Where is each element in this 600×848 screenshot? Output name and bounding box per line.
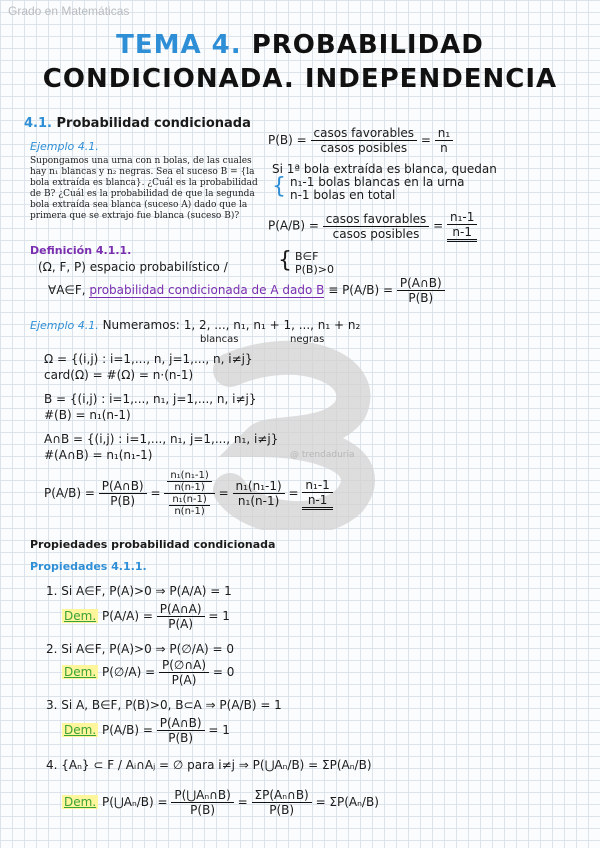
p4-frac	[171, 788, 233, 817]
p2-lhs: P(∅/A) =	[101, 665, 156, 679]
negras-label: negras	[290, 334, 325, 345]
watermark-text: Grado en Matemáticas	[8, 4, 130, 18]
prop-1-dem	[62, 602, 230, 631]
section-number: 4.1.	[24, 116, 52, 131]
pab-calc-frac	[99, 479, 147, 508]
seq-negras: n₁ + 1, ..., n₁ + n₂	[253, 318, 361, 332]
section-heading	[24, 116, 251, 131]
card-b: #(B) = n₁(n-1)	[44, 408, 131, 422]
seq-blancas: 1, 2, ..., n₁,	[183, 318, 250, 332]
casos-favorables-2: casos favorables	[323, 212, 430, 227]
si-text: Si 1ª bola extraída es blanca, quedan	[272, 162, 497, 176]
prop-3: 3. Si A, B∈F, P(B)>0, B⊂A ⇒ P(A/B) = 1	[46, 698, 282, 712]
pb-lhs: P(B) =	[268, 133, 307, 147]
g-den: n₁(n-1)	[237, 494, 280, 508]
brace-line2: n-1 bolas en total	[290, 188, 396, 202]
def-den: P(B)	[408, 291, 434, 305]
g-num: n₁(n₁-1)	[233, 479, 285, 494]
g-frac	[233, 479, 285, 508]
pab-equation	[268, 210, 477, 242]
definicion-fraction	[397, 276, 445, 305]
dem-label-1: Dem.	[64, 609, 97, 623]
pab-calc-num: P(A∩B)	[99, 479, 147, 494]
nested-bottom	[164, 494, 214, 517]
equals-2: =	[433, 218, 444, 233]
p2-res: = 0	[212, 665, 235, 679]
p3-frac	[157, 716, 205, 745]
p4-frac2	[252, 788, 312, 817]
omega-def: Ω = {(i,j) : i=1,..., n, j=1,..., n, i≠j}	[44, 352, 253, 366]
pab-calc-lhs: P(A/B) =	[44, 486, 95, 500]
ejemplo2-label: Ejemplo 4.1.	[30, 319, 99, 332]
dem-label-2: Dem.	[64, 665, 97, 679]
b-def: B = {(i,j) : i=1,..., n₁, j=1,..., n, i≠j}	[44, 392, 257, 406]
eq-b: =	[218, 486, 229, 500]
section-label: Probabilidad condicionada	[56, 116, 251, 131]
nested-top-frac	[167, 470, 211, 493]
pab-calc-den: P(B)	[110, 494, 136, 508]
definicion-line1: (Ω, F, P) espacio probabilístico /	[38, 260, 228, 274]
pb-equation	[268, 126, 453, 155]
definicion-term: probabilidad condicionada de A dado B	[89, 283, 325, 297]
casos-favorables: casos favorables	[311, 126, 418, 141]
card-ab: #(A∩B) = n₁(n₁-1)	[44, 448, 153, 462]
eq-c: =	[288, 486, 299, 500]
p4-den2: P(B)	[269, 803, 295, 817]
pab-result	[447, 210, 477, 242]
brace-icon: {	[272, 174, 286, 199]
blancas-label: blancas	[200, 334, 239, 345]
forall: ∀A∈F,	[48, 283, 86, 297]
page-title	[0, 30, 600, 60]
def-num: P(A∩B)	[397, 276, 445, 291]
definicion-conditions	[278, 250, 334, 276]
ab-def: A∩B = {(i,j) : i=1,..., n₁, j=1,..., n₁, i≠j}	[44, 432, 279, 446]
n1-minus-1: n₁-1	[447, 210, 477, 225]
page-subtitle: CONDICIONADA. INDEPENDENCIA	[42, 64, 558, 94]
p4-num2: ΣP(Aₙ∩B)	[252, 788, 312, 803]
nested-bot-frac	[169, 494, 209, 517]
prop-3-dem	[62, 716, 230, 745]
p1-frac	[157, 602, 205, 631]
definicion-label: Definición 4.1.1.	[30, 244, 132, 257]
p1-lhs: P(A/A) =	[101, 609, 153, 623]
pab-calc	[44, 470, 333, 517]
n: n	[440, 141, 448, 155]
p4-den: P(B)	[190, 803, 216, 817]
equals: =	[420, 133, 431, 147]
h-den: n-1	[307, 492, 328, 507]
eq-a: =	[150, 486, 161, 500]
prop-2: 2. Si A∈F, P(A)>0 ⇒ P(∅/A) = 0	[46, 642, 235, 656]
n1-over-n	[435, 126, 453, 155]
p3-lhs: P(A/B) =	[101, 723, 153, 737]
equivalent: ≡ P(A/B) =	[328, 283, 394, 297]
props-label: Propiedades 4.1.1.	[30, 560, 147, 573]
casos-posibles-2: casos posibles	[332, 226, 420, 241]
p3-den: P(B)	[168, 731, 194, 745]
pb-fraction	[311, 126, 418, 155]
p2-den: P(A)	[171, 673, 197, 687]
cond-1: B∈F	[295, 250, 319, 263]
ejemplo1-label: Ejemplo 4.1.	[30, 140, 99, 153]
brace-line1: n₁-1 bolas blancas en la urna	[290, 175, 465, 189]
title-line1: PROBABILIDAD	[251, 30, 484, 60]
stamp-text: @ trendaduria	[290, 450, 355, 460]
pab-lhs: P(A/B) =	[268, 218, 319, 233]
fbot-den: n(n-1)	[174, 506, 205, 517]
p2-num: P(∅∩A)	[159, 658, 209, 673]
p3-num: P(A∩B)	[157, 716, 205, 731]
brace-block	[272, 176, 464, 202]
p1-den: P(A)	[168, 617, 194, 631]
definicion-forall	[48, 276, 445, 305]
casos-posibles: casos posibles	[320, 141, 408, 155]
n-minus-1: n-1	[452, 225, 472, 239]
ejemplo2-line	[30, 318, 360, 332]
prop-1: 1. Si A∈F, P(A)>0 ⇒ P(A/A) = 1	[46, 584, 232, 598]
pab-fraction	[323, 212, 430, 241]
nested-top	[164, 470, 214, 494]
ftop-num: n₁(n₁-1)	[167, 470, 211, 482]
prop-4-dem: Dem. P(⋃Aₙ/B) = $\frac{\text{P(⋃Aₙ∩B)}}{P(B)}$ = $\frac{\text{ΣP(Aₙ∩B)}}{P(B)}$ = ΣP(Aₙ/B)	[64, 788, 379, 817]
ftop-den: n(n-1)	[174, 482, 205, 493]
fbot-num: n₁(n-1)	[169, 494, 209, 506]
p1-res: = 1	[208, 609, 230, 623]
cond-2: P(B)>0	[295, 263, 334, 276]
card-omega: card(Ω) = #(Ω) = n·(n-1)	[44, 368, 194, 382]
prop-2-dem	[62, 658, 234, 687]
props-heading: Propiedades probabilidad condicionada	[30, 538, 276, 551]
prop-4: 4. {Aₙ} ⊂ F / Aᵢ∩Aⱼ = ∅ para i≠j ⇒ P(⋃Aₙ/B) = ΣP(Aₙ/B)	[46, 758, 372, 772]
p3-res: = 1	[208, 723, 230, 737]
p4-lhs: P(⋃Aₙ/B) =	[101, 795, 168, 809]
title-number: TEMA 4.	[116, 30, 242, 60]
numeramos: Numeramos:	[102, 318, 180, 332]
dem-label-4: Dem.	[64, 795, 97, 809]
p1-num: P(A∩A)	[157, 602, 205, 617]
p4-num: P(⋃Aₙ∩B)	[171, 788, 233, 803]
brace-icon-2: {	[278, 248, 292, 273]
p2-frac	[159, 658, 209, 687]
p4-res: = ΣP(Aₙ/B)	[315, 795, 379, 809]
n1: n₁	[435, 126, 453, 141]
dem-label-3: Dem.	[64, 723, 97, 737]
h-num: n₁-1	[302, 478, 332, 493]
ejemplo1-text: Supongamos una urna con n bolas, de las cuales hay n₁ blancas y n₂ negras. Sea el suceso B = {la bola extraída es blanca}. ¿Cuál es la probabilidad de B? ¿Cuál es la probabilidad de que la segunda bola extraída sea blanca (suceso A) dado que la primera que se extrajo fue blanca (suceso B)?	[30, 156, 258, 221]
nested-fraction	[164, 470, 214, 517]
h-frac	[302, 478, 332, 510]
